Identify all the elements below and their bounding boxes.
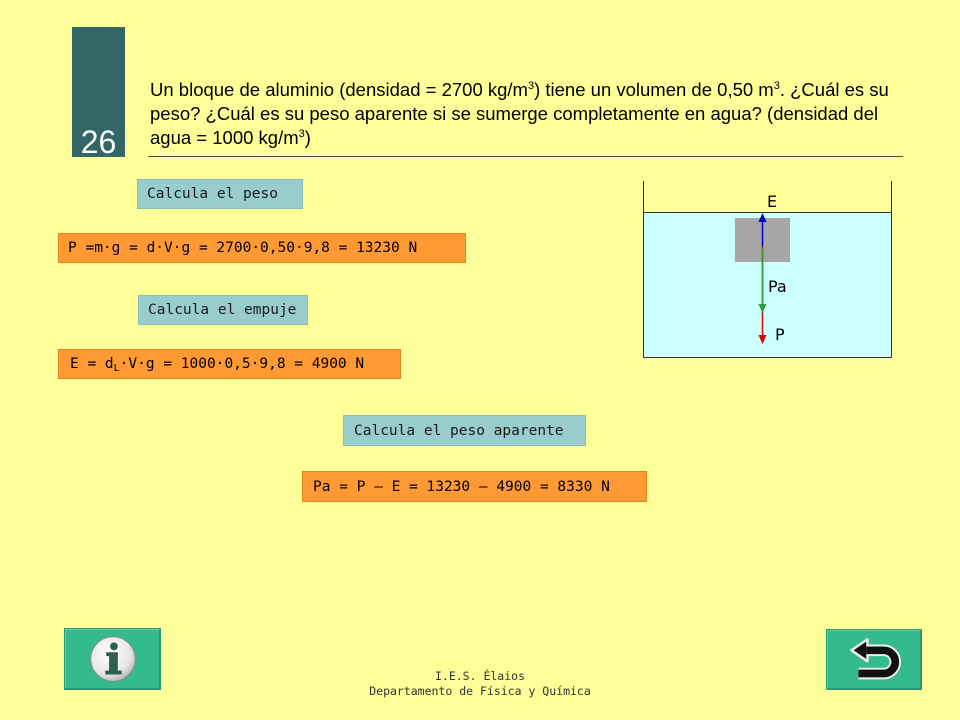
title-divider: [148, 156, 903, 157]
button-label: Calcula el peso aparente: [354, 422, 564, 439]
problem-text: . ¿Cuál es su: [779, 79, 889, 100]
problem-line-2: [150, 102, 889, 126]
problem-line-1: [150, 78, 889, 102]
result-formula: ·V·g = 1000·0,5·9,8 = 4900 N: [119, 356, 365, 372]
superscript-exponent: 3: [527, 80, 535, 92]
superscript-exponent: 3: [298, 128, 305, 140]
buoyancy-result: [58, 349, 401, 379]
result-text: [313, 479, 610, 495]
footer: [0, 669, 960, 699]
calculate-apparent-weight-button[interactable]: [343, 415, 586, 446]
apparent-weight-label: Pa: [768, 277, 787, 296]
problem-text: agua = 1000 kg/m: [150, 127, 299, 148]
result-text: [68, 240, 417, 256]
school-name: I.E.S. Élaios: [434, 669, 525, 683]
problem-text: ) tiene un volumen de 0,50 m: [534, 79, 774, 100]
result-formula: Pa = P – E = 13230 – 4900 = 8330 N: [313, 478, 610, 495]
result-text: [70, 356, 364, 372]
slide-number: 26: [80, 124, 117, 160]
calculate-weight-button[interactable]: [137, 179, 303, 209]
button-label: Calcula el empuje: [148, 302, 297, 318]
problem-statement: [150, 78, 889, 150]
submerged-block-diagram: [630, 175, 905, 365]
problem-line-3: [150, 126, 889, 150]
department-name: Departamento de Física y Química: [369, 684, 591, 698]
buoyancy-label: E: [767, 192, 778, 211]
slide-number-panel: [72, 27, 125, 160]
problem-text: ): [304, 127, 311, 148]
subscript-liquid: L: [113, 363, 120, 374]
result-formula: E = d: [70, 356, 114, 372]
result-formula: P =m·g = d·V·g = 2700·0,50·9,8 = 13230 N: [68, 240, 418, 256]
superscript-exponent: 3: [773, 80, 780, 92]
weight-label: P: [775, 325, 785, 344]
button-label: Calcula el peso: [147, 186, 278, 202]
problem-text: peso? ¿Cuál es su peso aparente si se sumerge completamente en agua? (densidad del: [150, 103, 879, 124]
calculate-buoyancy-button[interactable]: [138, 295, 308, 325]
weight-result: [58, 233, 466, 263]
problem-text: Un bloque de aluminio (densidad = 2700 kg/m: [150, 79, 528, 100]
apparent-weight-result: [302, 471, 647, 502]
